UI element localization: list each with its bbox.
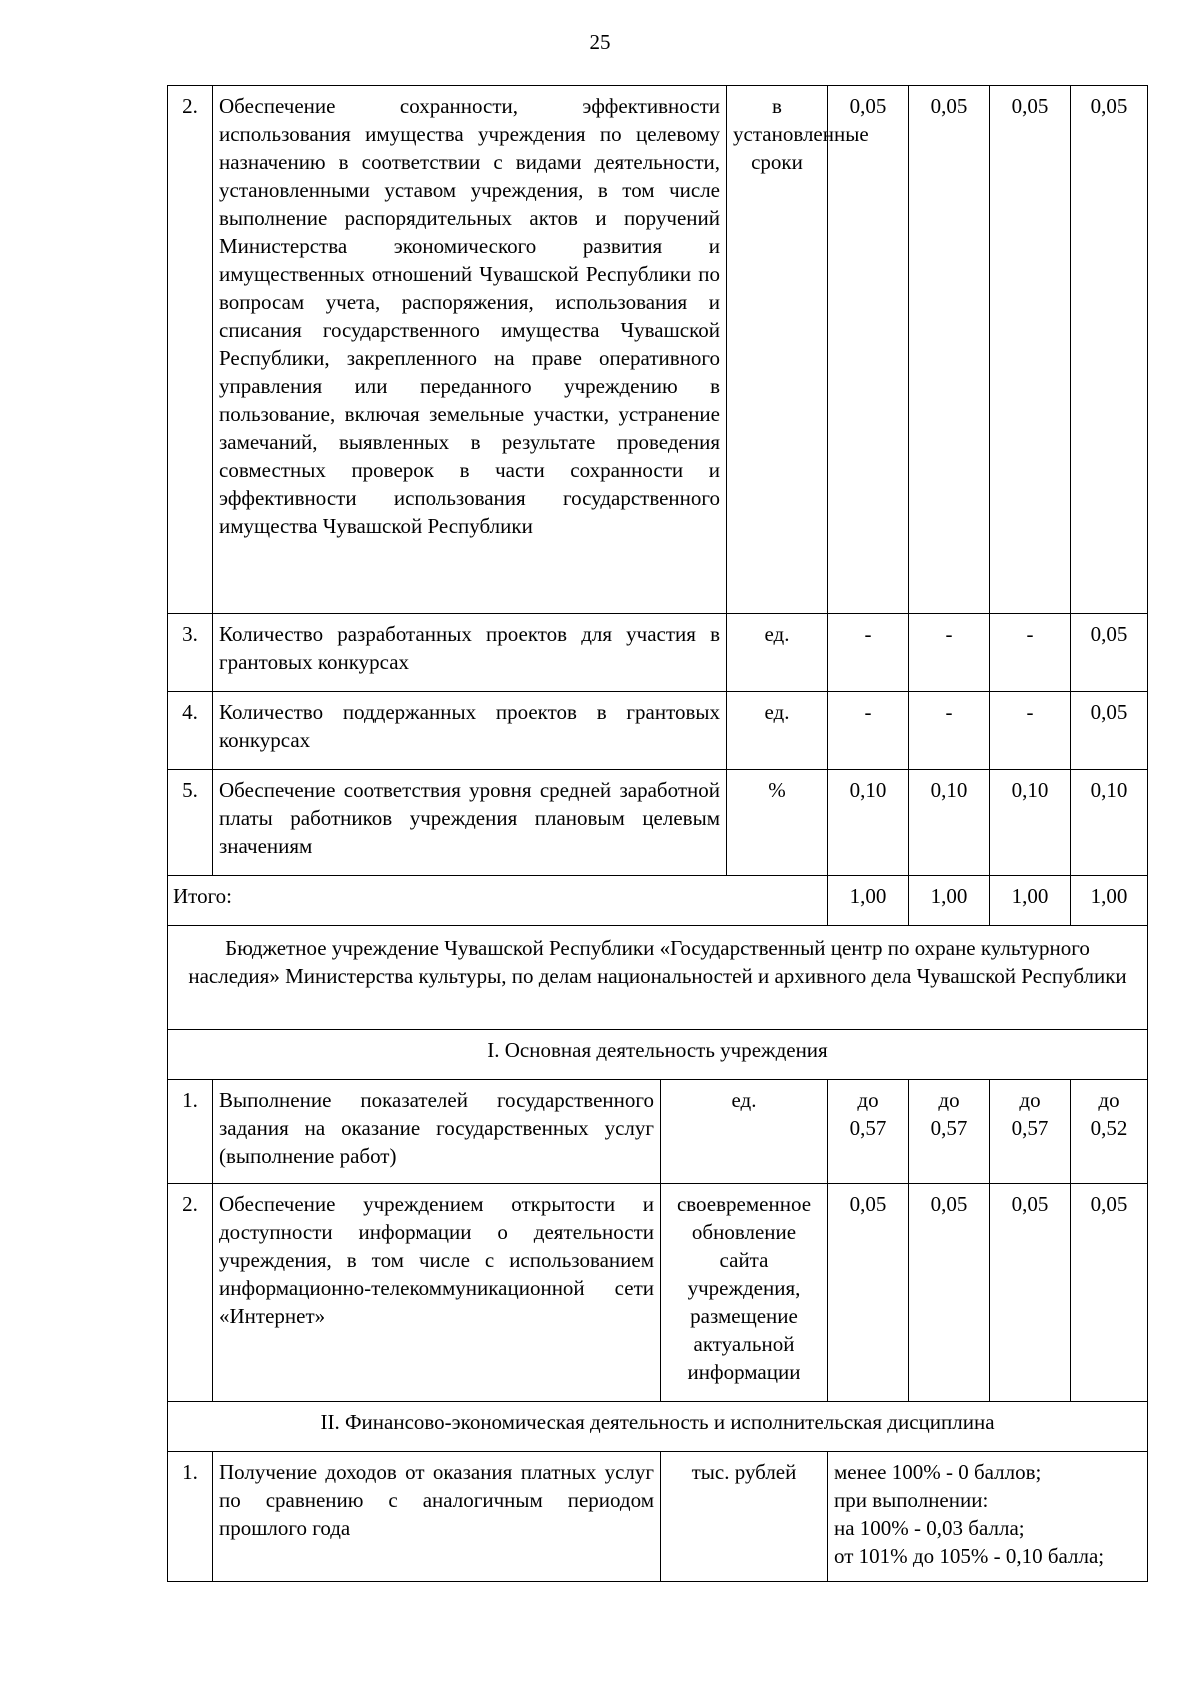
value-cell: 0,05 bbox=[990, 86, 1071, 614]
indicators-table bbox=[167, 85, 1148, 1582]
total-value: 1,00 bbox=[990, 876, 1071, 926]
value-prefix: до bbox=[857, 1088, 879, 1112]
indicator-description: Количество поддержанных проектов в грантовых конкурсах bbox=[213, 692, 727, 770]
total-value: 1,00 bbox=[1071, 876, 1148, 926]
value-number: 0,57 bbox=[849, 1116, 887, 1140]
unit-cell: ед. bbox=[727, 692, 828, 770]
unit-cell: ед. bbox=[661, 1080, 828, 1184]
table-row bbox=[168, 86, 1148, 614]
unit-cell: тыс. рублей bbox=[661, 1452, 828, 1582]
indicator-description: Выполнение показателей государственного задания на оказание государственных услуг (выполнение работ) bbox=[213, 1080, 661, 1184]
value-cell: 0,10 bbox=[828, 770, 909, 876]
institution-row bbox=[168, 926, 1148, 1030]
value-cell: 0,05 bbox=[1071, 1184, 1148, 1402]
value-cell bbox=[1071, 1080, 1148, 1184]
indicator-description: Количество разработанных проектов для участия в грантовых конкурсах bbox=[213, 614, 727, 692]
indicator-description: Обеспечение учреждением открытости и доступности информации о деятельности учреждения, в том числе с использованием информационно-телекоммуникационной сети «Интернет» bbox=[213, 1184, 661, 1402]
section-row bbox=[168, 1402, 1148, 1452]
total-label: Итого: bbox=[168, 876, 828, 926]
section-row bbox=[168, 1030, 1148, 1080]
scoring-criteria bbox=[828, 1452, 1148, 1582]
total-value: 1,00 bbox=[828, 876, 909, 926]
value-cell: - bbox=[828, 614, 909, 692]
criteria-line: на 100% - 0,03 балла; bbox=[834, 1516, 1025, 1540]
value-cell: 0,05 bbox=[909, 1184, 990, 1402]
row-number: 4. bbox=[168, 692, 213, 770]
row-number: 3. bbox=[168, 614, 213, 692]
value-cell: - bbox=[990, 614, 1071, 692]
unit-cell: своевременное обновление сайта учреждения, размещение актуальной информации bbox=[661, 1184, 828, 1402]
value-number: 0,57 bbox=[1011, 1116, 1049, 1140]
table-row bbox=[168, 692, 1148, 770]
value-cell: 0,05 bbox=[909, 86, 990, 614]
section-title: II. Финансово-экономическая деятельность и исполнительская дисциплина bbox=[168, 1402, 1148, 1452]
criteria-line: менее 100% - 0 баллов; bbox=[834, 1460, 1042, 1484]
value-cell: 0,05 bbox=[828, 1184, 909, 1402]
table-row bbox=[168, 614, 1148, 692]
value-cell: 0,10 bbox=[909, 770, 990, 876]
value-cell: 0,05 bbox=[990, 1184, 1071, 1402]
table-row bbox=[168, 1080, 1148, 1184]
row-number: 1. bbox=[168, 1080, 213, 1184]
value-cell: - bbox=[909, 692, 990, 770]
indicator-description: Обеспечение соответствия уровня средней заработной платы работников учреждения плановым целевым значениям bbox=[213, 770, 727, 876]
row-number: 5. bbox=[168, 770, 213, 876]
value-number: 0,57 bbox=[930, 1116, 968, 1140]
value-cell: 0,05 bbox=[828, 86, 909, 614]
value-cell: 0,05 bbox=[1071, 86, 1148, 614]
criteria-line: при выполнении: bbox=[834, 1488, 989, 1512]
value-cell: 0,05 bbox=[1071, 692, 1148, 770]
value-cell: 0,10 bbox=[1071, 770, 1148, 876]
value-prefix: до bbox=[938, 1088, 960, 1112]
unit-cell: ед. bbox=[727, 614, 828, 692]
row-number: 2. bbox=[168, 86, 213, 614]
table-row bbox=[168, 1184, 1148, 1402]
value-cell: - bbox=[828, 692, 909, 770]
unit-cell: % bbox=[727, 770, 828, 876]
value-prefix: до bbox=[1019, 1088, 1041, 1112]
value-prefix: до bbox=[1098, 1088, 1120, 1112]
page-number: 25 bbox=[589, 30, 611, 54]
value-cell bbox=[828, 1080, 909, 1184]
value-cell bbox=[909, 1080, 990, 1184]
value-cell: 0,05 bbox=[1071, 614, 1148, 692]
total-value: 1,00 bbox=[909, 876, 990, 926]
unit-cell: в установленные сроки bbox=[727, 86, 828, 614]
table-row bbox=[168, 1452, 1148, 1582]
value-cell: - bbox=[990, 692, 1071, 770]
value-cell: 0,10 bbox=[990, 770, 1071, 876]
value-number: 0,52 bbox=[1090, 1116, 1128, 1140]
section-title: I. Основная деятельность учреждения bbox=[168, 1030, 1148, 1080]
value-cell: - bbox=[909, 614, 990, 692]
row-number: 1. bbox=[168, 1452, 213, 1582]
institution-heading: Бюджетное учреждение Чувашской Республики «Государственный центр по охране культурного наследия» Министерства культуры, по делам национальностей и архивного дела Чувашской Республики bbox=[168, 926, 1148, 1030]
row-number: 2. bbox=[168, 1184, 213, 1402]
total-row bbox=[168, 876, 1148, 926]
indicator-description: Обеспечение сохранности, эффективности использования имущества учреждения по целевому назначению в соответствии с видами деятельности, установленными уставом учреждения, в том числе выполнение распорядительных актов и поручений Министерства экономического развития и имущественных отношений Чувашской Республики по вопросам учета, распоряжения, использования и списания государственного имущества Чувашской Республики, закрепленного на праве оперативного управления или переданного учреждению в пользование, включая земельные участки, устранение замечаний, выявленных в результате проведения совместных проверок в части сохранности и эффективности использования государственного имущества Чувашской Республики bbox=[213, 86, 727, 614]
criteria-line: от 101% до 105% - 0,10 балла; bbox=[834, 1544, 1105, 1568]
table-row bbox=[168, 770, 1148, 876]
value-cell bbox=[990, 1080, 1071, 1184]
indicator-description: Получение доходов от оказания платных услуг по сравнению с аналогичным периодом прошлого года bbox=[213, 1452, 661, 1582]
